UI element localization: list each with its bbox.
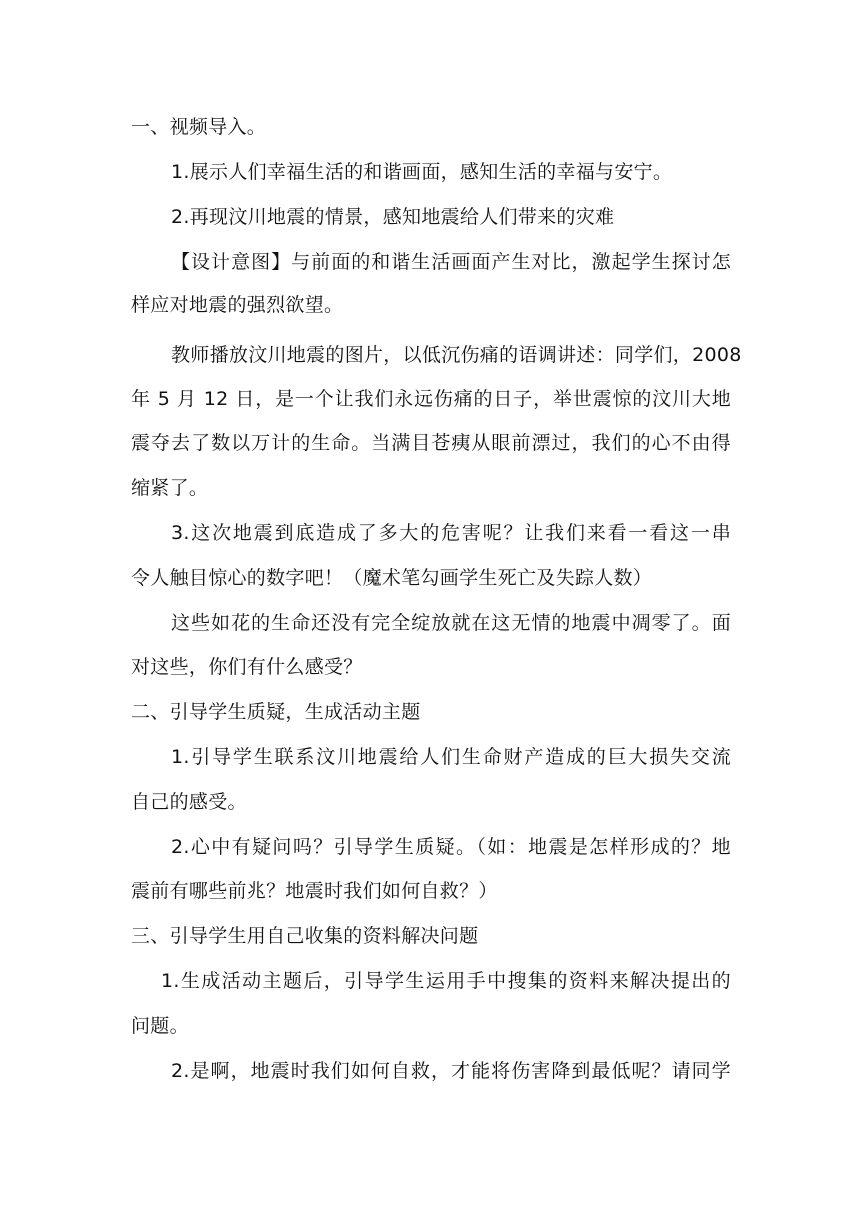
paragraph-line: 震前有哪些前兆？地震时我们如何自救？） (131, 880, 498, 902)
heading-section-2: 二、引导学生质疑，生成活动主题 (131, 701, 421, 723)
paragraph-line: 1.生成活动主题后，引导学生运用手中搜集的资料来解决提出的 (161, 970, 731, 992)
paragraph-line: 3.这次地震到底造成了多大的危害呢？让我们来看一看这一串 (171, 522, 731, 544)
paragraph-line: 样应对地震的强烈欲望。 (131, 294, 344, 316)
heading-section-1: 一、视频导入。 (131, 116, 267, 138)
paragraph-line: 年 5 月 12 日，是一个让我们永远伤痛的日子，举世震惊的汶川大地 (131, 388, 731, 410)
paragraph-line: 缩紧了。 (131, 477, 209, 499)
paragraph-line: 对这些，你们有什么感受？ (131, 656, 363, 678)
paragraph-line: 2.再现汶川地震的情景，感知地震给人们带来的灾难 (171, 206, 615, 228)
paragraph-line: 教师播放汶川地震的图片，以低沉伤痛的语调讲述：同学们，2008 (171, 344, 742, 366)
paragraph-line: 这些如花的生命还没有完全绽放就在这无情的地震中凋零了。面 (171, 612, 731, 634)
paragraph-line: 2.心中有疑问吗？引导学生质疑。（如：地震是怎样形成的？地 (171, 836, 731, 858)
paragraph-line: 震夺去了数以万计的生命。当满目苍痍从眼前漂过，我们的心不由得 (131, 432, 731, 454)
paragraph-line: 令人触目惊心的数字吧！（魔术笔勾画学生死亡及失踪人数） (131, 567, 653, 589)
paragraph-line: 2.是啊，地震时我们如何自救，才能将伤害降到最低呢？请同学 (171, 1060, 731, 1082)
paragraph-line: 【设计意图】与前面的和谐生活画面产生对比，激起学生探讨怎 (171, 251, 731, 273)
paragraph-line: 自己的感受。 (131, 791, 247, 813)
paragraph-line: 问题。 (131, 1015, 189, 1037)
paragraph-line: 1.引导学生联系汶川地震给人们生命财产造成的巨大损失交流 (171, 746, 731, 768)
heading-section-3: 三、引导学生用自己收集的资料解决问题 (131, 925, 479, 947)
paragraph-line: 1.展示人们幸福生活的和谐画面，感知生活的幸福与安宁。 (171, 161, 673, 183)
